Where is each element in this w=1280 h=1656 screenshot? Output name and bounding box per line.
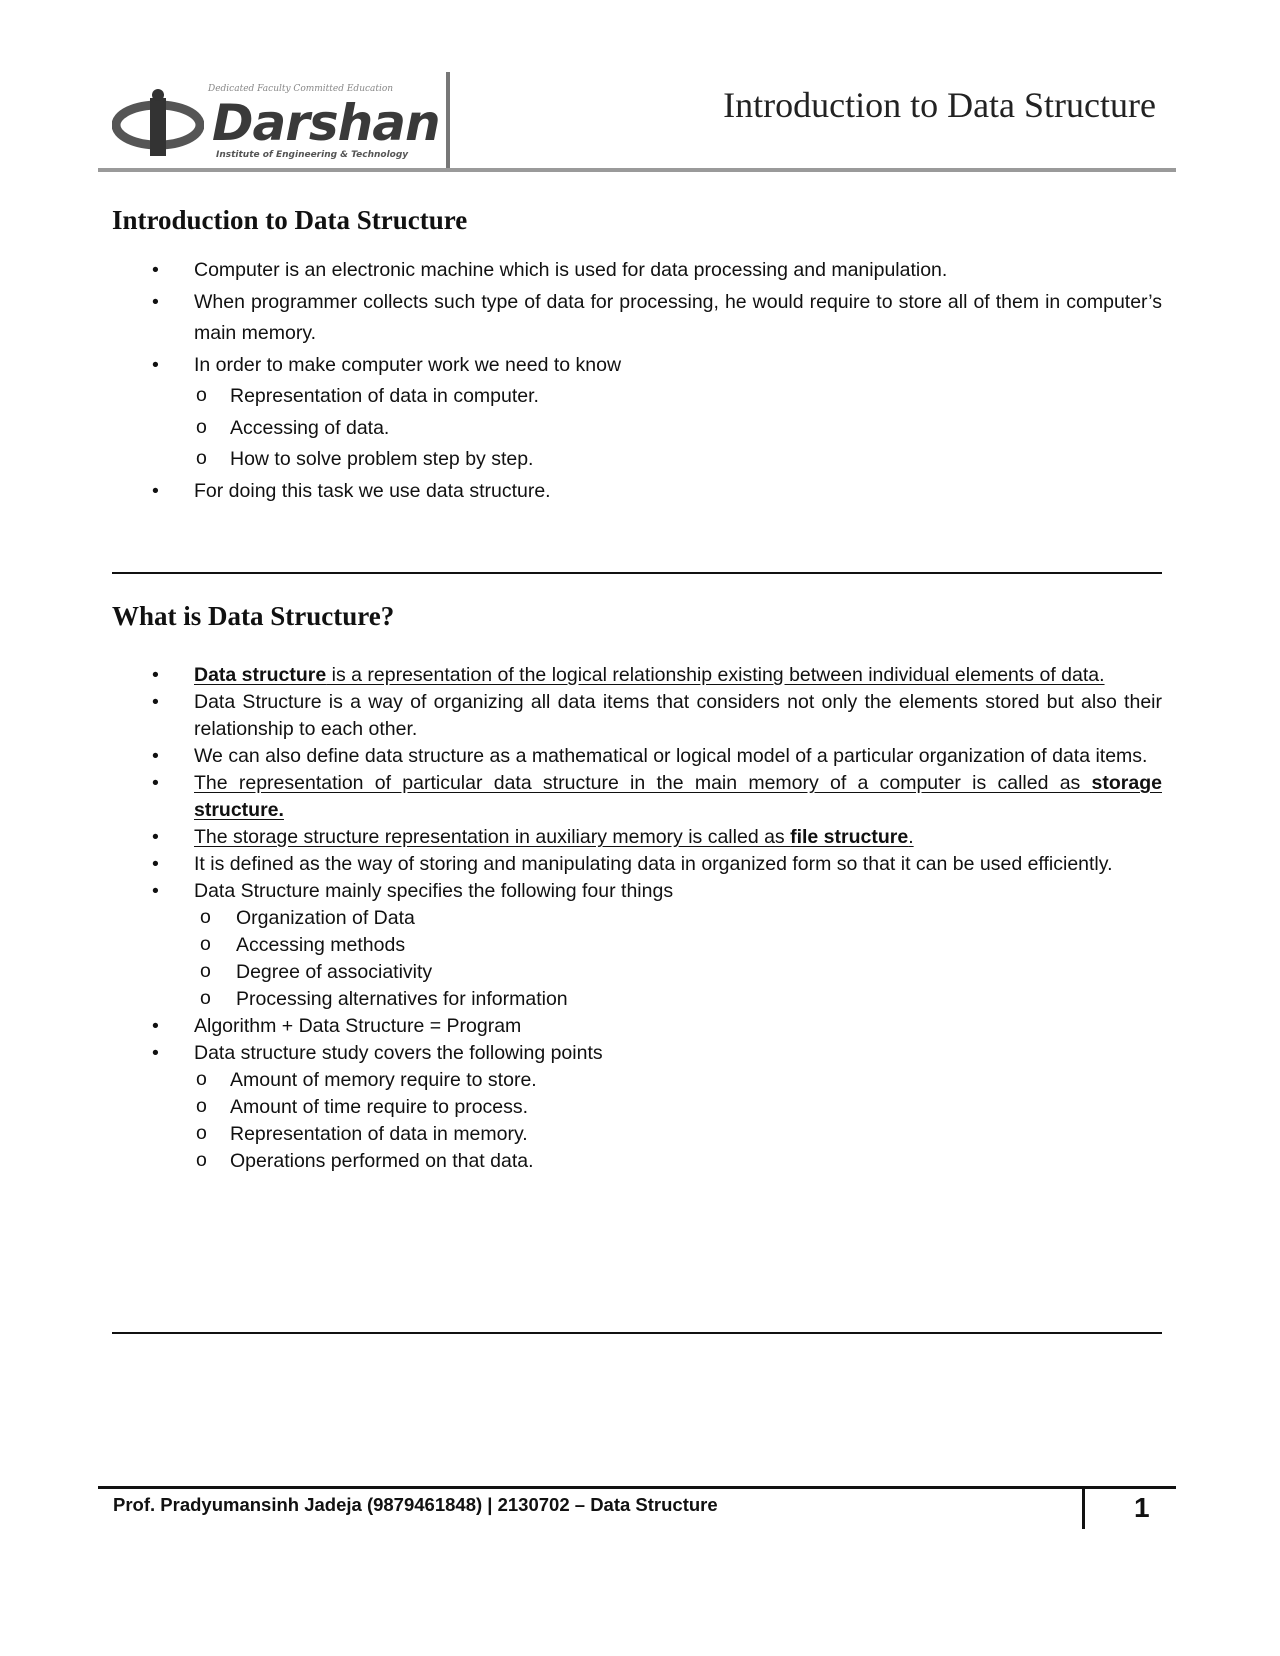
list-item-text: Data structure study covers the following points [194,1042,603,1064]
footer-rule [98,1486,1176,1489]
sub-list-item-text: Representation of data in computer. [230,385,539,407]
circle-bullet-icon: o [200,960,211,982]
page-number: 1 [1134,1492,1150,1523]
sub-list-item-text: Amount of memory require to store. [230,1069,537,1091]
sub-list-item [112,413,1162,445]
sub-list-item-text: Processing alternatives for information [236,988,568,1010]
bullet-icon: • [152,745,159,767]
term-data-structure: Data structure [194,664,327,686]
list-item-end: . [908,826,914,848]
circle-bullet-icon: o [196,1068,207,1090]
circle-bullet-icon: o [196,447,207,469]
bullet-icon: • [152,826,159,848]
sub-list-item [112,1094,1162,1121]
list-item [112,662,1162,689]
logo-emblem-icon [112,88,204,158]
bullet-icon: • [152,664,159,686]
bullet-icon: • [152,880,159,902]
logo-name: Darshan [212,94,440,152]
page-header [98,72,1176,172]
header-rule [98,168,1176,172]
definition-list [112,662,1162,1175]
sub-list-item-text: Degree of associativity [236,961,433,983]
sub-list-item-text: Amount of time require to process. [230,1096,529,1118]
bullet-icon: • [152,691,159,713]
list-item [112,851,1162,878]
bullet-icon: • [152,772,159,794]
list-item-text: Data Structure mainly specifies the following four things [194,880,674,902]
section-divider [112,572,1162,574]
list-item-text: Computer is an electronic machine which is used for data processing and manipulation. [194,259,948,281]
section-heading-introduction: Introduction to Data Structure [112,205,468,235]
sub-list-item-text: Accessing of data. [230,416,390,439]
sub-list-item-text: Representation of data in memory. [230,1123,528,1145]
circle-bullet-icon: o [196,1095,207,1117]
bullet-icon: • [152,259,159,281]
sub-list-item-text: Operations performed on that data. [230,1150,534,1172]
list-item-text: When programmer collects such type of data for processing, he would require to store all of them in computer’s main memory. [194,290,1162,344]
sub-list-item-text: How to solve problem step by step. [230,448,534,470]
sub-list-item [112,1148,1162,1175]
circle-bullet-icon: o [196,384,207,406]
header-title: Introduction to Data Structure [723,85,1156,125]
list-item [112,1013,1162,1040]
bullet-icon: • [152,353,159,376]
list-item [112,689,1162,743]
header-divider [446,72,450,170]
sub-list-item [112,1121,1162,1148]
circle-bullet-icon: o [200,906,211,928]
sub-list-item [112,905,1162,932]
section-divider [112,1332,1162,1334]
list-item-text: We can also define data structure as a mathematical or logical model of a particular organization of data items. [194,745,1148,767]
sub-list-item [112,444,1162,476]
list-item [112,476,1162,508]
bullet-icon: • [152,1015,159,1037]
sub-list-item [112,986,1162,1013]
bullet-icon: • [152,1042,159,1064]
list-item [112,770,1162,824]
logo-subtitle: Institute of Engineering & Technology [216,150,409,160]
footer-separator [1082,1487,1085,1529]
list-item-text: The representation of particular data structure in the main memory of a computer is called as [194,772,1092,794]
term-storage-structure: storage structure. [194,772,1162,821]
sub-list-item-text: Accessing methods [236,934,406,956]
list-item [112,824,1162,851]
bullet-icon: • [152,290,159,313]
bullet-icon: • [152,853,159,875]
list-item-text: In order to make computer work we need to know [194,353,622,376]
sub-list-item [112,932,1162,959]
list-item [112,350,1162,382]
list-item-text: is a representation of the logical relationship existing between individual elements of data. [326,664,1105,686]
circle-bullet-icon: o [196,1149,207,1171]
list-item-text: It is defined as the way of storing and manipulating data in organized form so that it can be used efficiently. [194,853,1113,875]
logo-tagline: Dedicated Faculty Committed Education [208,84,394,94]
list-item-text: Algorithm + Data Structure = Program [194,1015,522,1037]
sub-list-item [112,381,1162,413]
list-item-text: Data Structure is a way of organizing all data items that considers not only the elements stored but also their relationship to each other. [194,691,1162,740]
circle-bullet-icon: o [200,933,211,955]
circle-bullet-icon: o [196,1122,207,1144]
sub-list-item [112,1067,1162,1094]
sub-list-item-text: Organization of Data [236,907,415,929]
footer-author-course: Prof. Pradyumansinh Jadeja (9879461848) | 2130702 – Data Structure [113,1494,718,1515]
list-item [112,255,1162,287]
list-item [112,878,1162,905]
list-item [112,1040,1162,1067]
list-item-text: The storage structure representation in auxiliary memory is called as [194,826,791,848]
circle-bullet-icon: o [200,987,211,1009]
sub-list-item [112,959,1162,986]
list-item-text: For doing this task we use data structure. [194,479,551,502]
introduction-list [112,255,1162,507]
list-item [112,287,1162,350]
list-item [112,743,1162,770]
bullet-icon: • [152,479,159,502]
section-heading-what-is: What is Data Structure? [112,601,395,631]
term-file-structure: file structure [790,826,909,848]
institute-logo [112,82,440,160]
circle-bullet-icon: o [196,415,207,438]
